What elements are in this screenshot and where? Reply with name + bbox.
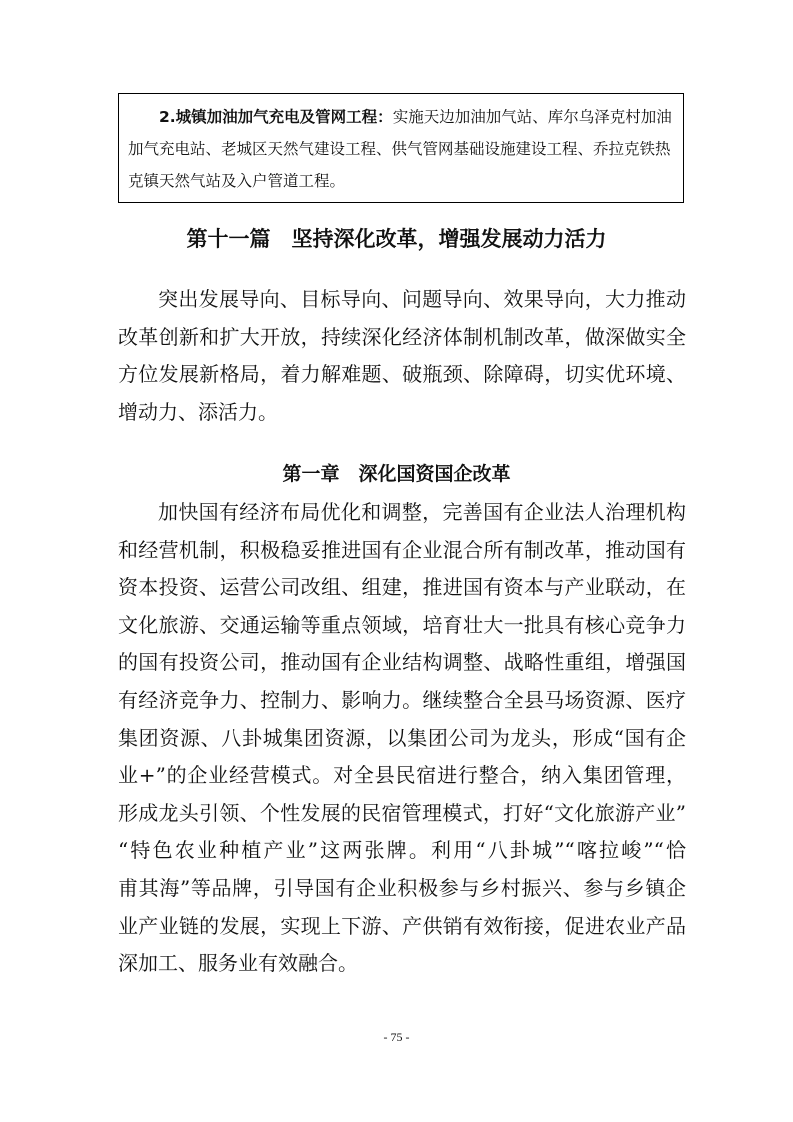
project-box <box>118 93 684 203</box>
body-line: 集团资源、八卦城集团资源，以集团公司为龙头，形成“国有企 <box>118 725 686 750</box>
intro-paragraph <box>118 281 686 431</box>
body-line: 形成龙头引领、个性发展的民宿管理模式，打好“文化旅游产业” <box>118 800 686 825</box>
body-line: 文化旅游、交通运输等重点领域，培育壮大一批具有核心竞争力 <box>118 612 686 637</box>
project-box-lead: 2.城镇加油加气充电及管网工程： <box>159 108 393 126</box>
body-line: 加快国有经济布局优化和调整，完善国有企业法人治理机构 <box>158 500 686 524</box>
body-line: 业+”的企业经营模式。对全县民宿进行整合，纳入集团管理， <box>118 763 686 788</box>
body-line: “特色农业种植产业”这两张牌。利用“八卦城”“喀拉峻”“恰 <box>118 838 686 863</box>
intro-line: 增动力、添活力。 <box>118 399 278 424</box>
body-line: 资本投资、运营公司改组、组建，推进国有资本与产业联动，在 <box>118 575 686 600</box>
project-box-line-3: 克镇天然气站及入户管道工程。 <box>128 172 346 190</box>
page-number: - 75 - <box>383 1030 410 1044</box>
body-line: 的国有投资公司，推动国有企业结构调整、战略性重组，增强国 <box>118 650 686 675</box>
body-line: 业产业链的发展，实现上下游、产供销有效衔接，促进农业产品 <box>118 913 686 938</box>
intro-line: 改革创新和扩大开放，持续深化经济体制机制改革，做深做实全 <box>118 324 686 349</box>
chapter-title: 第一章 深化国资国企改革 <box>282 463 511 485</box>
project-box-line-2: 加气充电站、老城区天然气建设工程、供气管网基础设施建设工程、乔拉克铁热 <box>128 140 671 158</box>
project-box-line-1 <box>128 101 675 133</box>
body-line: 有经济竞争力、控制力、影响力。继续整合全县马场资源、医疗 <box>118 687 686 712</box>
intro-line: 方位发展新格局，着力解难题、破瓶颈、除障碍，切实优环境、 <box>118 362 686 387</box>
section-title: 第十一篇 坚持深化改革，增强发展动力活力 <box>186 227 607 251</box>
project-box-text-1: 实施天边加油加气站、库尔乌泽克村加油 <box>392 108 672 126</box>
intro-line: 突出发展导向、目标导向、问题导向、效果导向，大力推动 <box>158 287 686 311</box>
body-line: 和经营机制，积极稳妥推进国有企业混合所有制改革，推动国有 <box>118 537 686 562</box>
body-paragraph <box>118 494 686 983</box>
body-line: 甫其海”等品牌，引导国有企业积极参与乡村振兴、参与乡镇企 <box>118 875 686 900</box>
body-line: 深加工、服务业有效融合。 <box>118 951 358 976</box>
